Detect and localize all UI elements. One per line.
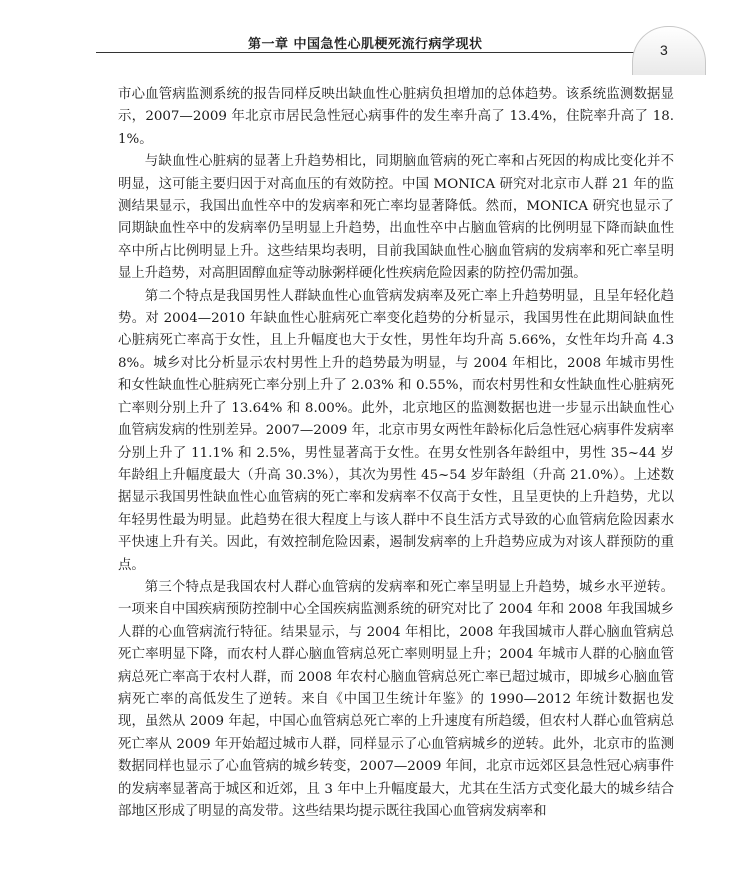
page-header xyxy=(0,0,747,62)
page-number: 3 xyxy=(660,42,668,58)
header-divider xyxy=(96,52,654,53)
body-text xyxy=(118,84,674,823)
page-number-tab xyxy=(632,26,706,75)
chapter-title: 第一章 中国急性心肌梗死流行病学现状 xyxy=(248,37,483,52)
paragraph: 第二个特点是我国男性人群缺血性心血管病发病率及死亡率上升趋势明显，且呈年轻化趋势。对 2004—2010 年缺血性心脏病死亡率变化趋势的分析显示，我国男性在此期间缺血性心脏病死亡率高于女性，且上升幅度也大于女性，男性年均升高 5.66%，女性年均升高 4.38%。城乡对比分析显示农村男性上升的趋势最为明显，与 2004 年相比，2008 年城市男性和女性缺血性心脏病死亡率分别上升了 2.03% 和 0.55%，而农村男性和女性缺血性心脏病死亡率则分别上升了 13.64% 和 8.00%。此外，北京地区的监测数据也进一步显示出缺血性心血管病发病的性别差异。2007—2009 年，北京市男女两性年龄标化后急性冠心病事件发病率分别上升了 11.1% 和 2.5%，男性显著高于女性。在男女性别各年龄组中，男性 35~44 岁年龄组上升幅度最大（升高 30.3%），其次为男性 45~54 岁年龄组（升高 21.0%）。上述数据显示我国男性缺血性心血管病的死亡率和发病率不仅高于女性，且呈更快的上升趋势，尤以年轻男性最为明显。此趋势在很大程度上与该人群中不良生活方式导致的心血管病危险因素水平快速上升有关。因此，有效控制危险因素，遏制发病率的上升趋势应成为对该人群预防的重点。 xyxy=(118,288,674,573)
paragraph: 市心血管病监测系统的报告同样反映出缺血性心脏病负担增加的总体趋势。该系统监测数据显示，2007—2009 年北京市居民急性冠心病事件的发生率升高了 13.4%，住院率升高了 18.1%。 xyxy=(118,87,674,147)
paragraph: 第三个特点是我国农村人群心血管病的发病率和死亡率呈明显上升趋势，城乡水平逆转。一项来自中国疾病预防控制中心全国疾病监测系统的研究对比了 2004 年和 2008 年我国城乡人群的心血管病流行特征。结果显示，与 2004 年相比，2008 年我国城市人群心脑血管病总死亡率明显下降，而农村人群心脑血管病总死亡率则明显上升；2004 年城市人群的心脑血管病总死亡率高于农村人群，而 2008 年农村心脑血管病总死亡率已超过城市，即城乡心脑血管病死亡率的高低发生了逆转。来自《中国卫生统计年鉴》的 1990—2012 年统计数据也发现，虽然从 2009 年起，中国心血管病总死亡率的上升速度有所趋缓，但农村人群心血管病总死亡率从 2009 年开始超过城市人群，同样显示了心血管病城乡的逆转。此外，北京市的监测数据同样也显示了心血管病的城乡转变，2007—2009 年间，北京市远郊区县急性冠心病事件的发病率显著高于城区和近郊，且 3 年中上升幅度最大，尤其在生活方式变化最大的城乡结合部地区形成了明显的高发带。这些结果均提示既往我国心血管病发病率和 xyxy=(118,579,674,819)
paragraph: 与缺血性心脏病的显著上升趋势相比，同期脑血管病的死亡率和占死因的构成比变化并不明显，这可能主要归因于对高血压的有效防控。中国 MONICA 研究对北京市人群 21 年的监测结果显示，我国出血性卒中的发病率和死亡率均显著降低。然而，MONICA 研究也显示了同期缺血性卒中的发病率仍呈明显上升趋势，出血性卒中占脑血管病的比例明显下降而缺血性卒中所占比例明显上升。这些结果均表明，目前我国缺血性心脑血管病的发病率和死亡率呈明显上升趋势，对高胆固醇血症等动脉粥样硬化性疾病危险因素的防控仍需加强。 xyxy=(118,154,674,282)
